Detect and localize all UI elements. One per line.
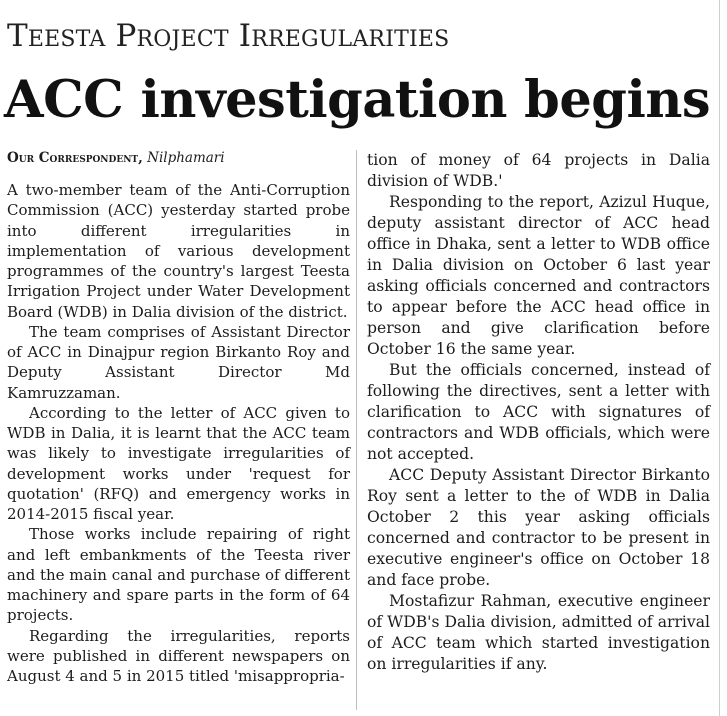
column-divider xyxy=(356,150,357,710)
headline: ACC investigation begins xyxy=(4,70,711,130)
paragraph: Regarding the irregularities, reports were published in different newspapers on August 4 and 5 in 2015 titled 'misappropria- xyxy=(7,626,350,685)
paragraph: According to the letter of ACC given to WDB in Dalia, it is learnt that the ACC team was likely to investigate irregularities of development works under 'request for quotation' (RFQ) and emergency works in 2014-2015 fiscal year. xyxy=(7,403,350,523)
paragraph: Responding to the report, Azizul Huque, deputy assistant director of ACC head office in Dhaka, sent a letter to WDB office in Dalia division on October 6 last year asking officials concerned and contractors to appear before the ACC head office in person and give clarification before October 16 the same year. xyxy=(367,193,710,358)
byline-name: Our Correspondent, xyxy=(7,150,143,166)
paragraph: The team comprises of Assistant Director of ACC in Dinajpur region Birkanto Roy and Deputy Assistant Director Md Kamruzzaman. xyxy=(7,322,350,402)
column-left xyxy=(7,148,350,686)
kicker: Teesta Project Irregularities xyxy=(7,18,450,54)
clipping-edge xyxy=(719,0,720,716)
paragraph: Mostafizur Rahman, executive engineer of WDB's Dalia division, admitted of arrival of ACC team which started investigation on irregularities if any. xyxy=(367,592,710,673)
paragraph: But the officials concerned, instead of following the directives, sent a letter with clarification to ACC with signatures of contractors and WDB officials, which were not accepted. xyxy=(367,361,710,463)
paragraph: tion of money of 64 projects in Dalia division of WDB.' xyxy=(367,151,710,190)
byline-place: Nilphamari xyxy=(147,150,225,166)
paragraph: Those works include repairing of right and left embankments of the Teesta river and the main canal and purchase of different machinery and spare parts in the form of 64 projects. xyxy=(7,525,350,625)
column-right xyxy=(367,150,710,675)
byline xyxy=(7,148,350,168)
paragraph: ACC Deputy Assistant Director Birkanto Roy sent a letter to the of WDB in Dalia October 2 this year asking officials concerned and contractor to be present in executive engineer's office on October 18 and face probe. xyxy=(367,466,710,589)
paragraph: A two-member team of the Anti-Corruption Commission (ACC) yesterday started probe into different irregularities in implementation of various development programmes of the country's largest Teesta Irrigation Project under Water Development Board (WDB) in Dalia division of the district. xyxy=(7,181,350,321)
